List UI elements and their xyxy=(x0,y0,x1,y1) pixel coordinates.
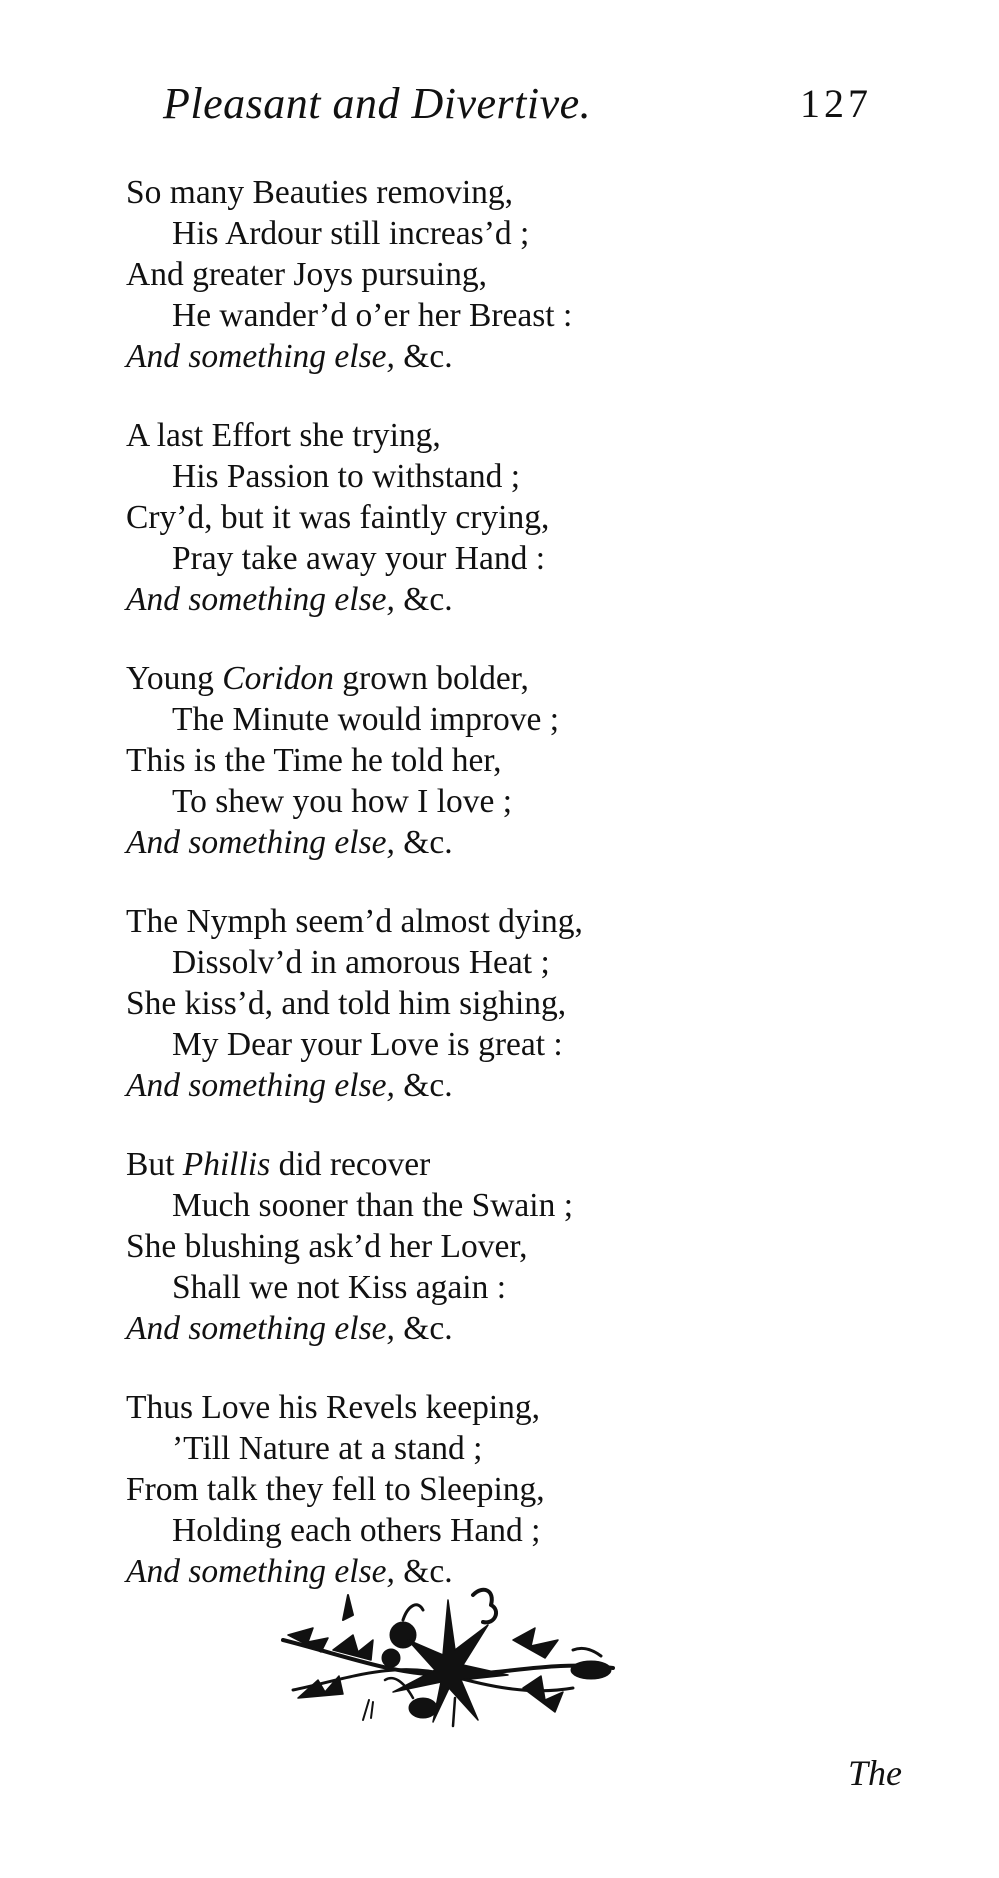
floral-ornament-icon xyxy=(273,1580,623,1730)
poem-line: Dissolv’d in amorous Heat ; xyxy=(172,944,550,981)
refrain-line: And something else, &c. xyxy=(126,338,453,375)
poem-line: Much sooner than the Swain ; xyxy=(172,1187,574,1224)
poem-line: His Passion to withstand ; xyxy=(172,458,521,495)
character-name: Phillis xyxy=(182,1146,271,1183)
poem-line: Cry’d, but it was faintly crying, xyxy=(126,499,550,536)
stanza xyxy=(126,1387,846,1592)
stanza xyxy=(126,1144,846,1349)
refrain-line: And something else, &c. xyxy=(126,581,453,618)
stanza xyxy=(126,658,846,863)
catchword: The xyxy=(848,1753,902,1793)
character-name: Coridon xyxy=(222,660,334,697)
poem-line: She kiss’d, and told him sighing, xyxy=(126,985,567,1022)
poem-line: Young Coridon grown bolder, xyxy=(126,660,529,697)
refrain-line: And something else, &c. xyxy=(126,1553,453,1590)
poem-line: My Dear your Love is great : xyxy=(172,1026,563,1063)
poem-line: The Minute would improve ; xyxy=(172,701,560,738)
running-title: Pleasant and Divertive. xyxy=(163,79,592,128)
poem-line: To shew you how I love ; xyxy=(172,783,513,820)
poem-line: His Ardour still increas’d ; xyxy=(172,215,530,252)
poem-line: But Phillis did recover xyxy=(126,1146,431,1183)
page-number: 127 xyxy=(800,81,872,126)
poem-line: And greater Joys pursuing, xyxy=(126,256,487,293)
poem-line: Shall we not Kiss again : xyxy=(172,1269,507,1306)
poem-line: From talk they fell to Sleeping, xyxy=(126,1471,545,1508)
poem-line: A last Effort she trying, xyxy=(126,417,441,454)
poem-line: The Nymph seem’d almost dying, xyxy=(126,903,583,940)
refrain-line: And something else, &c. xyxy=(126,824,453,861)
poem-line: So many Beauties removing, xyxy=(126,174,514,211)
stanza xyxy=(126,172,846,377)
poem-line: ’Till Nature at a stand ; xyxy=(172,1430,483,1467)
poem-line: Thus Love his Revels keeping, xyxy=(126,1389,541,1426)
refrain-line: And something else, &c. xyxy=(126,1067,453,1104)
poem-line: This is the Time he told her, xyxy=(126,742,502,779)
poem xyxy=(126,172,846,1630)
stanza xyxy=(126,901,846,1106)
stanza xyxy=(126,415,846,620)
poem-line: She blushing ask’d her Lover, xyxy=(126,1228,528,1265)
poem-line: He wander’d o’er her Breast : xyxy=(172,297,573,334)
refrain-line: And something else, &c. xyxy=(126,1310,453,1347)
poem-line: Holding each others Hand ; xyxy=(172,1512,541,1549)
poem-line: Pray take away your Hand : xyxy=(172,540,546,577)
